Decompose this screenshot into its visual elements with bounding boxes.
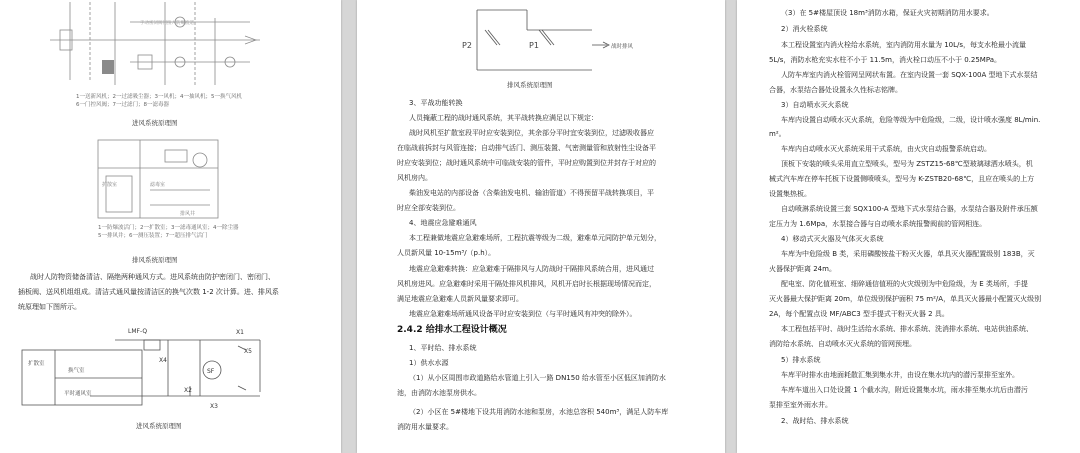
p2-line-3: 战时风机至扩散室段平时应安装到位，其余部分平时宜安装到位，过滤吸收器应 — [409, 129, 654, 137]
p3-line-28: 2、战时给、排水系统 — [781, 417, 849, 425]
p2-line-18: （1）从小区周围市政道路给水管道上引入一路 DN150 给水管至小区低区加消防水 — [409, 374, 666, 382]
p1-label: P1 — [529, 41, 539, 50]
p3-line-24: 5）排水系统 — [781, 356, 821, 364]
filter-block — [102, 60, 114, 74]
intake-schematic-2 — [22, 340, 260, 405]
p3-line-23: 消防给水系统、自动喷水灭火系统的管网预埋。 — [769, 340, 916, 348]
p3-line-25: 车库平时排水由地面耗散汇集到集水井，由设在集水坑内的潜污泵排至室外。 — [781, 371, 1019, 379]
p3-line-9: m²。 — [769, 130, 786, 138]
document-page-3 — [737, 0, 1080, 453]
p3-line-12: 械式汽车库在停车托板下设置侧喷喷头，型号为 K-ZSTB20-68℃，且应在喷头的上方 — [769, 175, 1035, 183]
fig2-zone-b: 滤毒室 — [150, 182, 166, 188]
fig1-caption: 进风系统原理图 — [132, 119, 178, 127]
p2-line-20: （2）小区在 5#楼地下设共用消防水池和泵房，水池总容积 540m³，满足人防车库 — [409, 408, 669, 416]
p3-line-17: 车库为中危险级 B 类，采用磷酸铵盐干粉灭火器，单具灭火器配置级别 183B，灭 — [781, 250, 1035, 258]
p3-line-14: 自动喷淋系统设置三套 SQX100-A 型地下式水泵结合器，水泵结合器及附件承压额 — [781, 205, 1038, 213]
p3-line-10: 车库内自动喷水灭火系统采用干式系统，由火灾自动报警系统启动。 — [781, 145, 991, 153]
p2-line-11: 人员新风量 10-15m³/（p.h）。 — [397, 249, 496, 257]
fig2-caption: 排风系统原理图 — [132, 256, 178, 264]
p2-line-8: 时应全部安装到位。 — [397, 204, 460, 212]
exhaust-diagram — [477, 10, 609, 70]
p2-line-14: 满足地震应急避难人员新风量要求即可。 — [397, 295, 523, 303]
p3-line-11: 顶板下安装的喷头采用直立型喷头，型号为 ZSTZ15-68℃型玻璃球洒水喷头，机 — [781, 160, 1033, 168]
fig3-x5-label: X5 — [244, 348, 252, 355]
p1-para-line-3: 统原理如下图所示。 — [18, 303, 81, 311]
fig2-zone-a: 扩散室 — [102, 182, 118, 188]
p2-line-1: 3、平战功能转换 — [409, 99, 463, 107]
fig3-x3-label: X3 — [210, 403, 218, 410]
exhaust-label: 战时排风 — [611, 44, 634, 50]
p3-line-7: 3）自动喷水灭火系统 — [781, 101, 849, 109]
p3-line-27: 泵排至室外雨水井。 — [769, 401, 832, 409]
fig2-note-2: 5一排风井；6一测压装置；7一超压排气活门 — [98, 233, 208, 239]
p2-line-17: 1）供水水源 — [409, 359, 449, 367]
p3-line-18: 火器保护距离 24m。 — [769, 265, 836, 273]
p2-line-7: 柴油发电站的内部设备（含柴油发电机、输油管道）不得预留平战转换项目，平 — [409, 189, 654, 197]
p2-line-15: 地震应急避难场所通风设备平时应安装到位（与平时通风有冲突的除外）。 — [409, 310, 637, 318]
p2-line-5: 时应安装到位；战时通风系统中可临战安装的管件，平时应购置到位并封存于对应的 — [397, 159, 656, 167]
p3-line-19: 配电室、防化值班室、细碎通信值班的火灾级别为中危险级，为 E 类场所，手提 — [781, 280, 1028, 288]
p2-fig-caption: 排风系统原理图 — [507, 81, 553, 89]
p3-line-8: 车库内设置自动喷水灭火系统，危险等级为中危险级，二级，设计喷水强度 8L/min. — [781, 116, 1041, 124]
fig3-caption: 进风系统原理图 — [136, 422, 182, 430]
p3-line-4: 5L/s，消防水枪充实水柱不小于 11.5m，消火栓口动压不小于 0.25MPa。 — [769, 56, 1002, 64]
p2-label: P2 — [462, 41, 472, 50]
fig3-air-room: 换气室 — [68, 368, 85, 374]
fig2-note-1: 1一防爆波活门；2一扩散室；3一滤毒通风室；4一除尘器 — [98, 225, 239, 231]
p2-line-13: 风机房进风。应急避难时采用干隔处排风机排风，风机开启时长根据现场情况而定， — [397, 280, 656, 288]
p3-line-16: 4）移动式灭火器及气体灭火系统 — [781, 235, 884, 243]
p2-line-4: 在临战前拆封与风管连接；自动排气活门、测压装置、气密测量管和放射性尘设备平 — [397, 144, 656, 152]
p3-line-5: 人防车库室内消火栓管网呈网状布置。在室内设置一套 SQX-100A 型地下式水泵结 — [781, 71, 1038, 79]
p2-line-16: 1、平时给、排水系统 — [409, 344, 477, 352]
p2-line-10: 本工程兼做地震应急避难场所，工程抗震等级为二级，避难单元同防护单元划分， — [409, 234, 661, 242]
p2-line-6: 风机房内。 — [397, 174, 432, 182]
fig3-x2-label: X2 — [184, 387, 192, 394]
document-page-2 — [357, 0, 725, 453]
fig3-fan-room: 扩散室 — [28, 361, 45, 367]
p3-line-1: （3）在 5#楼屋顶设 18m³消防水箱，保证火灾初期消防用水要求。 — [781, 9, 994, 17]
p2-line-21: 消防用水量要求。 — [397, 423, 453, 431]
fig1-note-1: 1一送新风机；2一过滤吸尘器；3一风机；4一抽风机；5一换气风机 — [76, 94, 242, 100]
p3-line-3: 本工程设置室内消火栓给水系统，室内消防用水量为 10L/s，每支水枪最小流量 — [781, 41, 1027, 49]
p3-line-13: 设置集热板。 — [769, 190, 811, 198]
fig1-tiny-label: 手动密闭阀门接入防爆波道 — [140, 21, 194, 26]
p2-line-12: 地震应急避难转换：应急避难于隔排风与人防战时干隔排风系统合用，进风通过 — [409, 265, 654, 273]
exhaust-plan — [98, 140, 218, 218]
p3-line-6: 合器，水泵结合器处设置永久性标志铭牌。 — [769, 86, 902, 94]
intake-schematic-1 — [50, 2, 260, 85]
fig3-sf-label: SF — [207, 368, 215, 375]
p2-line-2: 人员掩蔽工程的战时通风系统，其平战转换应满足以下规定： — [409, 114, 598, 122]
p1-para-line-1: 战时人防物资储备清洁、隔绝两种通风方式。进风系统由防护密闭门、密闭门、 — [30, 273, 275, 281]
p3-line-15: 定压力为 1.6Mpa，水泵接合器与自动喷水系统报警阀前的管网相连。 — [769, 220, 987, 228]
fig3-lmf-label: LMF-Q — [128, 328, 148, 335]
p2-line-9: 4、地震应急避难通风 — [409, 219, 477, 227]
fig3-x4-label: X4 — [159, 357, 167, 364]
fig3-dead-room: 平时通风室 — [64, 391, 92, 397]
p3-line-21: 2A，每个配置点设 MF/ABC3 型手提式干粉灭火器 2 具。 — [769, 310, 949, 318]
p3-line-2: 2）消火栓系统 — [781, 25, 828, 33]
section-title: 2.4.2 给排水工程设计概况 — [397, 325, 507, 335]
document-page-1 — [0, 0, 341, 453]
p1-para-line-2: 插板阀、送风机组组成。清洁式通风量按清洁区的换气次数 1-2 次计算。进、排风系 — [18, 288, 279, 296]
p3-line-22: 本工程包括平时、战时生活给水系统、排水系统、洗消排水系统、电站供油系统、 — [781, 325, 1033, 333]
p3-line-20: 灭火器最大保护距离 20m，单位级别保护面积 75 m²/A，单具灭火器最小配置灭火级别 — [769, 295, 1042, 303]
fig3-x1-label: X1 — [236, 329, 244, 336]
p3-line-26: 车库车道出入口处设置 1 个截水沟，附近设置集水坑，雨水排至集水坑后由潜污 — [781, 386, 1028, 394]
fig2-zone-c: 排风井 — [180, 211, 196, 217]
fig1-note-2: 6一门控风阀；7一过滤门；8一滤毒器 — [76, 102, 169, 108]
p2-line-19: 池，由消防水池泵房供水。 — [397, 389, 481, 397]
